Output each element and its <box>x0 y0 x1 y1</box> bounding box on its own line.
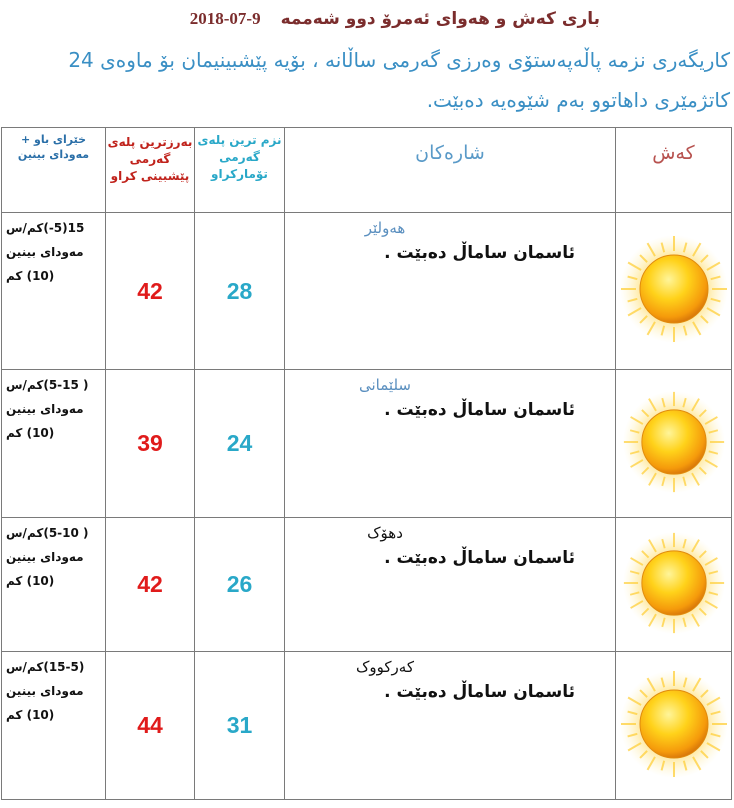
visibility-label: مەودای بینین <box>6 402 84 416</box>
weather-condition: ئاسمان ساماڵ دەبێت . <box>384 682 575 702</box>
min-temp: 26 <box>195 518 285 652</box>
table-row <box>2 652 732 800</box>
sun-core <box>641 550 705 614</box>
header-cities: شارەکان <box>285 128 616 213</box>
sun-icon <box>622 531 726 635</box>
table-row <box>2 518 732 652</box>
sun-core <box>640 255 708 323</box>
city-name: سلێمانی <box>359 376 411 394</box>
sun-core <box>641 409 705 473</box>
wind-visibility-cell <box>2 652 106 800</box>
header-min-temp: نزم ترین پلەی گەرمی تۆمارکراو <box>195 128 285 213</box>
visibility-value: (10) کم <box>6 708 55 722</box>
report-header <box>150 6 600 32</box>
max-temp: 42 <box>106 518 195 652</box>
sun-icon <box>619 234 729 344</box>
wind-visibility-cell <box>2 213 106 370</box>
max-temp: 44 <box>106 652 195 800</box>
weather-icon-cell <box>616 213 732 370</box>
wind-speed: ( 5-10)کم/س <box>6 526 89 540</box>
header-weather: کەش <box>616 128 732 213</box>
visibility-value: (10) کم <box>6 574 55 588</box>
city-cell <box>285 652 616 800</box>
wind-visibility-cell <box>2 370 106 518</box>
weather-condition: ئاسمان ساماڵ دەبێت . <box>384 243 575 263</box>
weather-condition: ئاسمان ساماڵ دەبێت . <box>384 400 575 420</box>
max-temp: 42 <box>106 213 195 370</box>
forecast-summary: کاریگەری نزمە پاڵەپەستۆی وەرزی گەرمی ساڵانە ، بۆیە پێشبینیمان بۆ ماوەی 24 کاتژمێری داهاتوو بەم شێوەیە دەبێت. <box>68 48 730 112</box>
sun-icon <box>622 390 726 494</box>
header-max-temp: بەرزترین پلەی گەرمی پێشبینی کراو <box>106 128 195 213</box>
weather-icon-cell <box>616 370 732 518</box>
visibility-label: مەودای بینین <box>6 550 84 564</box>
min-temp: 28 <box>195 213 285 370</box>
wind-visibility-cell <box>2 518 106 652</box>
min-temp: 24 <box>195 370 285 518</box>
visibility-label: مەودای بینین <box>6 684 84 698</box>
weather-icon-cell <box>616 652 732 800</box>
sun-icon <box>619 669 729 779</box>
table-row <box>2 370 732 518</box>
header-wind-visibility: خێرای باو + مەودای بینین <box>2 128 106 213</box>
city-name: دهۆک <box>367 524 403 542</box>
table-header-row <box>2 128 732 213</box>
wind-speed: ( 5-15)کم/س <box>6 378 89 392</box>
max-temp: 39 <box>106 370 195 518</box>
city-cell <box>285 518 616 652</box>
wind-speed: (15-5)کم/س <box>6 660 85 674</box>
weather-table <box>1 127 732 800</box>
wind-speed: 15(5-)کم/س <box>6 221 85 235</box>
city-cell <box>285 370 616 518</box>
city-name: کەرکووک <box>356 658 414 676</box>
weather-icon-cell <box>616 518 732 652</box>
weather-condition: ئاسمان ساماڵ دەبێت . <box>384 548 575 568</box>
sun-core <box>640 690 708 758</box>
table-row <box>2 213 732 370</box>
visibility-label: مەودای بینین <box>6 245 84 259</box>
min-temp: 31 <box>195 652 285 800</box>
visibility-value: (10) کم <box>6 269 55 283</box>
report-date: 2018-07-9 <box>189 9 261 28</box>
city-cell <box>285 213 616 370</box>
city-name: هەولێر <box>364 219 406 237</box>
visibility-value: (10) کم <box>6 426 55 440</box>
report-title: باری کەش و هەوای ئەمرۆ دوو شەممە <box>280 9 600 29</box>
